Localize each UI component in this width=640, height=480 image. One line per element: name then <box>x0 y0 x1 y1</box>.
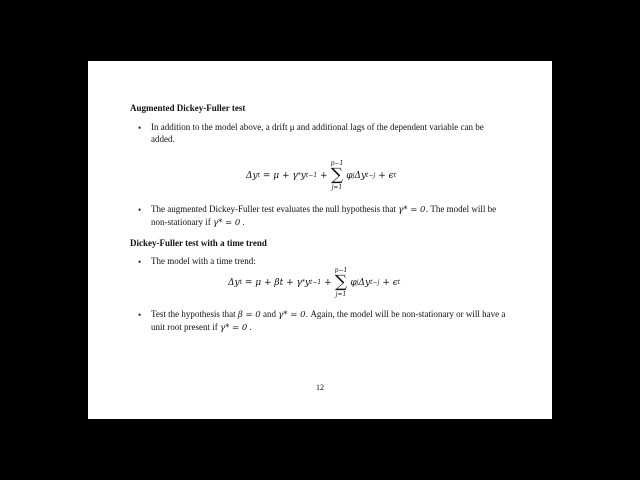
section-heading-adf: Augmented Dickey-Fuller test <box>130 103 246 113</box>
bullet-text-unit-root: Test the hypothesis that β = 0 and γ* = 0. Again, the model will be non-stationary or will have a unit root present if γ* = 0 . <box>151 309 506 333</box>
bullet-marker: • <box>138 123 142 133</box>
page-number: 12 <box>316 383 324 392</box>
equation-adf: Δy t = μ + γ * y t−1 + p−1 ∑ j=1 φ j Δy t−j + ϵ t <box>246 160 397 191</box>
bullet-marker: • <box>138 310 142 320</box>
equation-time-trend: Δy t = μ + βt + γ * y t−1 + p−1 ∑ j=1 φ j Δy t−j + ϵ t <box>228 267 401 298</box>
bullet-marker: • <box>138 205 142 215</box>
bullet-text-drift: In addition to the model above, a drift μ and additional lags of the dependent variable can be added. <box>151 122 484 144</box>
summation-symbol: p−1 ∑ j=1 <box>334 267 348 298</box>
bullet-text-time-trend: The model with a time trend: <box>151 256 256 266</box>
section-heading-time-trend: Dickey-Fuller test with a time trend <box>130 238 267 248</box>
bullet-text-null-hypothesis: The augmented Dickey-Fuller test evaluates the null hypothesis that γ* = 0. The model will be non-stationary if γ* = 0 . <box>151 204 497 228</box>
bullet-marker: • <box>138 257 142 267</box>
summation-symbol: p−1 ∑ j=1 <box>330 160 344 191</box>
document-page <box>88 61 552 419</box>
